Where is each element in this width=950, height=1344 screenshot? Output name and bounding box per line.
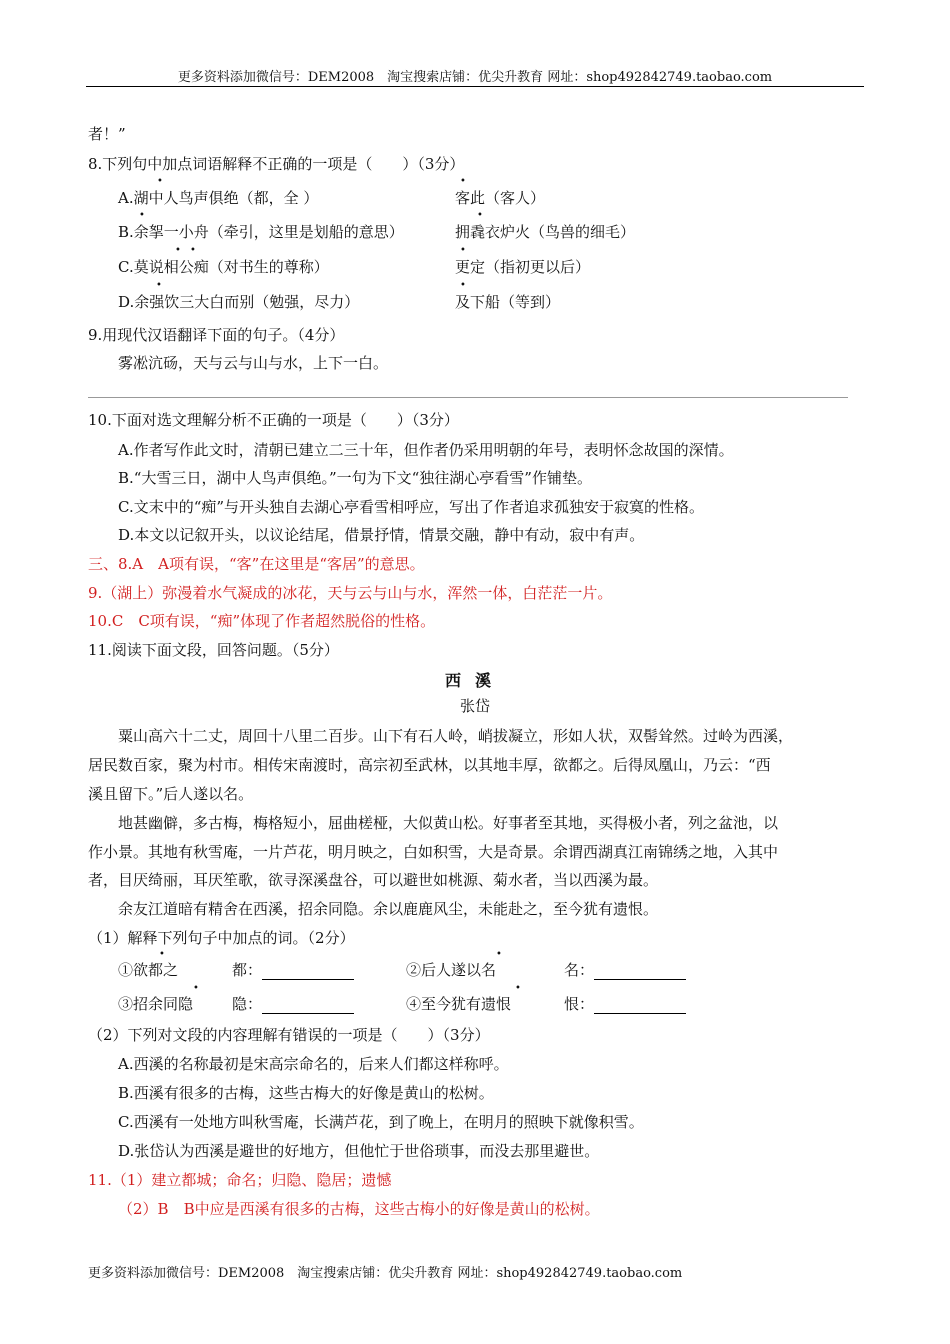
q11-item-1-word: 都： — [232, 960, 354, 980]
q11-sub1: （1）解释下列句子中加点的词。（2分） — [88, 929, 355, 947]
q8-option-d2: 及下船（等到） — [455, 293, 561, 311]
answer-10: 10.C C项有误，“痴”体现了作者超然脱俗的性格。 — [88, 612, 436, 630]
q8-option-a2: 客此（客人） — [455, 189, 546, 207]
passage-line: 居民数百家，聚为村市。相传宋南渡时，高宗初至武林，以其地丰厚，欲都之。后得凤凰山，乃云：“西 — [88, 756, 771, 774]
continuation-text: 者！” — [88, 125, 126, 143]
q11-stem: 11.阅读下面文段，回答问题。（5分） — [88, 641, 339, 659]
q11-option-c: C.西溪有一处地方叫秋雪庵，长满芦花，到了晚上，在明月的照映下就像积雪。 — [118, 1113, 644, 1131]
emphasis-dot: • — [477, 210, 483, 221]
q8-option-b1: B.余挐一小舟（牵引，这里是划船的意思） — [118, 223, 404, 241]
q11-item-4: ④至今犹有遗恨 — [406, 995, 512, 1013]
q8-option-b2: 拥毳衣炉火（鸟兽的细毛） — [455, 223, 636, 241]
answer-11-1: 11.（1）建立都城；命名；归隐、隐居；遗憾 — [88, 1171, 392, 1189]
q10-option-d: D.本文以记叙开头，以议论结尾，借景抒情，情景交融，静中有动，寂中有声。 — [118, 526, 645, 544]
q10-option-c: C.文末中的“痴”与开头独自去湖心亭看雪相呼应，写出了作者追求孤独安于寂寞的性格。 — [118, 498, 705, 516]
passage-line: 作小景。其地有秋雪庵，一片芦花，明月映之，白如积雪，大是奇景。余谓西湖真江南锦绣之地，入其中 — [88, 843, 779, 861]
q11-item-3: ③招余同隐 — [118, 995, 194, 1013]
page-footer: 更多资料添加微信号：DEM2008 淘宝搜索店铺：优尖升教育 网址：shop492842749.taobao.com — [88, 1266, 683, 1281]
q9-stem: 9.用现代汉语翻译下面的句子。（4分） — [88, 326, 345, 344]
emphasis-dot: • — [460, 245, 466, 256]
q11-item-3-word: 隐： — [232, 994, 354, 1014]
answer-9: 9.（湖上）弥漫着水气凝成的冰花，天与云与山与水，浑然一体，白茫茫一片。 — [88, 584, 613, 602]
q10-stem: 10.下面对选文理解分析不正确的一项是（ ）（3分） — [88, 411, 459, 429]
passage-title: 西溪 — [444, 671, 505, 690]
emphasis-dot: • — [515, 983, 521, 994]
q11-item-2: ②后人遂以名 — [406, 961, 497, 979]
q8-option-c1: C.莫说相公痴（对书生的尊称） — [118, 258, 329, 276]
answer-line — [88, 397, 848, 398]
passage-line: 者，目厌绮丽，耳厌笙歌，欲寻深溪盘谷，可以避世如桃源、菊水者，当以西溪为最。 — [88, 871, 659, 889]
passage-line: 溪且留下。”后人遂以名。 — [88, 785, 254, 803]
emphasis-dot: • — [190, 245, 196, 256]
emphasis-dot: • — [139, 210, 145, 221]
q8-stem: 8.下列句中加点词语解释不正确的一项是（ ）（3分） — [88, 155, 465, 173]
passage-line: 余友江道暗有精舍在西溪，招余同隐。余以鹿鹿风尘，未能赴之，至今犹有遗恨。 — [118, 900, 659, 918]
answer-blank[interactable] — [262, 999, 354, 1014]
answer-8: 三、8.A A项有误，“客”在这里是“客居”的意思。 — [88, 555, 425, 573]
emphasis-dot: • — [159, 949, 165, 960]
emphasis-dot: • — [175, 245, 181, 256]
answer-blank[interactable] — [594, 965, 686, 980]
passage-author: 张岱 — [459, 697, 490, 715]
answer-blank[interactable] — [262, 965, 354, 980]
emphasis-dot: • — [157, 176, 163, 187]
passage-line: 地甚幽僻，多古梅，梅格短小，屈曲槎桠，大似黄山松。好事者至其地，买得极小者，列之盆池，以 — [118, 814, 779, 832]
q11-item-4-word: 恨： — [564, 994, 686, 1014]
q11-sub2: （2）下列对文段的内容理解有错误的一项是（ ）（3分） — [88, 1026, 490, 1044]
q11-option-a: A.西溪的名称最初是宋高宗命名的，后来人们都这样称呼。 — [118, 1055, 509, 1073]
header-rule — [86, 86, 864, 87]
q8-option-c2: 更定（指初更以后） — [455, 258, 591, 276]
page-header: 更多资料添加微信号：DEM2008 淘宝搜索店铺：优尖升教育 网址：shop492842749.taobao.com — [177, 70, 773, 85]
emphasis-dot: • — [460, 280, 466, 291]
q9-sentence: 雾凇沆砀，天与云与山与水，上下一白。 — [118, 354, 389, 372]
emphasis-dot: • — [460, 176, 466, 187]
q11-item-1: ①欲都之 — [118, 961, 179, 979]
q10-option-b: B.“大雪三日，湖中人鸟声俱绝。”一句为下文“独往湖心亭看雪”作铺垫。 — [118, 469, 592, 487]
q8-option-d1: D.余强饮三大白而别（勉强，尽力） — [118, 293, 360, 311]
emphasis-dot: • — [156, 280, 162, 291]
q11-option-d: D.张岱认为西溪是避世的好地方，但他忙于世俗琐事，而没去那里避世。 — [118, 1142, 600, 1160]
emphasis-dot: • — [193, 983, 199, 994]
q11-item-2-word: 名： — [564, 960, 686, 980]
answer-11-2: （2）B B中应是西溪有很多的古梅，这些古梅小的好像是黄山的松树。 — [118, 1200, 600, 1218]
q10-option-a: A.作者写作此文时，清朝已建立二三十年，但作者仍采用明朝的年号，表明怀念故国的深情。 — [118, 441, 734, 459]
emphasis-dot: • — [496, 949, 502, 960]
q11-option-b: B.西溪有很多的古梅，这些古梅大的好像是黄山的松树。 — [118, 1084, 494, 1102]
passage-line: 粟山高六十二丈，周回十八里二百步。山下有石人岭，峭拔凝立，形如人状，双髻耸然。过岭为西溪， — [118, 727, 794, 745]
q8-option-a1: A.湖中人鸟声俱绝（都，全 ） — [118, 189, 319, 207]
answer-blank[interactable] — [594, 999, 686, 1014]
